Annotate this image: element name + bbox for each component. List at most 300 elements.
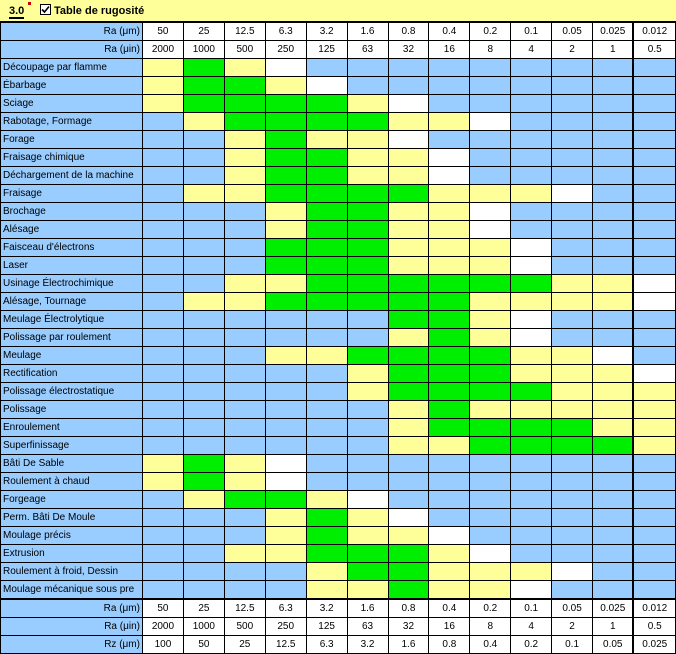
roughness-cell bbox=[265, 491, 306, 509]
roughness-cell bbox=[347, 545, 388, 563]
roughness-cell bbox=[347, 293, 388, 311]
roughness-cell bbox=[224, 383, 265, 401]
roughness-cell bbox=[265, 149, 306, 167]
roughness-cell bbox=[388, 491, 429, 509]
roughness-cell bbox=[552, 509, 593, 527]
value-cell: 32 bbox=[388, 618, 429, 636]
roughness-cell bbox=[552, 419, 593, 437]
value-cell: 0.2 bbox=[470, 23, 511, 41]
roughness-cell bbox=[429, 257, 470, 275]
roughness-cell bbox=[552, 473, 593, 491]
process-row bbox=[1, 239, 676, 257]
process-row bbox=[1, 383, 676, 401]
roughness-cell bbox=[142, 401, 183, 419]
value-cell: 6.3 bbox=[265, 23, 306, 41]
process-row bbox=[1, 59, 676, 77]
roughness-cell bbox=[429, 221, 470, 239]
process-row bbox=[1, 347, 676, 365]
process-label: Déchargement de la machine bbox=[1, 167, 143, 185]
roughness-cell bbox=[593, 383, 634, 401]
roughness-cell bbox=[593, 77, 634, 95]
roughness-cell bbox=[265, 131, 306, 149]
value-cell: 0.1 bbox=[511, 599, 552, 618]
roughness-cell bbox=[552, 581, 593, 600]
roughness-cell bbox=[224, 275, 265, 293]
roughness-cell bbox=[470, 491, 511, 509]
value-cell: 6.3 bbox=[306, 636, 347, 654]
roughness-cell bbox=[593, 329, 634, 347]
checkmark-icon bbox=[41, 5, 50, 14]
roughness-cell bbox=[142, 563, 183, 581]
roughness-cell bbox=[183, 95, 224, 113]
roughness-cell bbox=[265, 473, 306, 491]
roughness-cell bbox=[306, 473, 347, 491]
roughness-cell bbox=[142, 365, 183, 383]
process-label: Forgeage bbox=[1, 491, 143, 509]
roughness-cell bbox=[388, 257, 429, 275]
roughness-cell bbox=[224, 167, 265, 185]
roughness-cell bbox=[347, 509, 388, 527]
roughness-cell bbox=[183, 257, 224, 275]
value-cell: 0.8 bbox=[388, 599, 429, 618]
roughness-cell bbox=[633, 527, 675, 545]
roughness-cell bbox=[388, 401, 429, 419]
roughness-cell bbox=[511, 275, 552, 293]
roughness-cell bbox=[633, 581, 675, 600]
roughness-cell bbox=[429, 203, 470, 221]
roughness-cell bbox=[633, 455, 675, 473]
roughness-cell bbox=[388, 131, 429, 149]
value-cell: 3.2 bbox=[306, 23, 347, 41]
roughness-cell bbox=[265, 59, 306, 77]
roughness-cell bbox=[347, 59, 388, 77]
roughness-cell bbox=[429, 545, 470, 563]
value-cell: 2000 bbox=[142, 41, 183, 59]
process-label: Moulage précis bbox=[1, 527, 143, 545]
roughness-cell bbox=[265, 437, 306, 455]
roughness-cell bbox=[347, 95, 388, 113]
process-label: Polissage électrostatique bbox=[1, 383, 143, 401]
roughness-cell bbox=[388, 455, 429, 473]
section-number: 3.0 bbox=[9, 5, 25, 17]
roughness-cell bbox=[552, 185, 593, 203]
roughness-cell bbox=[142, 581, 183, 600]
process-row bbox=[1, 509, 676, 527]
value-cell: 0.4 bbox=[429, 23, 470, 41]
roughness-cell bbox=[183, 527, 224, 545]
roughness-cell bbox=[593, 527, 634, 545]
process-row bbox=[1, 185, 676, 203]
roughness-cell bbox=[388, 329, 429, 347]
roughness-cell bbox=[633, 275, 675, 293]
value-cell: 12.5 bbox=[265, 636, 306, 654]
roughness-cell bbox=[265, 401, 306, 419]
value-cell: 0.05 bbox=[552, 23, 593, 41]
roughness-cell bbox=[593, 149, 634, 167]
roughness-cell bbox=[224, 365, 265, 383]
roughness-cell bbox=[593, 203, 634, 221]
process-row bbox=[1, 455, 676, 473]
value-cell: 0.5 bbox=[633, 41, 675, 59]
value-cell: 16 bbox=[429, 618, 470, 636]
roughness-cell bbox=[429, 131, 470, 149]
value-cell: 1000 bbox=[183, 618, 224, 636]
value-cell: 1000 bbox=[183, 41, 224, 59]
value-cell: 12.5 bbox=[224, 23, 265, 41]
roughness-cell bbox=[511, 437, 552, 455]
roughness-cell bbox=[593, 563, 634, 581]
value-cell: 125 bbox=[306, 618, 347, 636]
roughness-cell bbox=[429, 167, 470, 185]
roughness-cell bbox=[470, 167, 511, 185]
roughness-cell bbox=[347, 257, 388, 275]
roughness-cell bbox=[388, 311, 429, 329]
roughness-cell bbox=[633, 401, 675, 419]
roughness-cell bbox=[224, 239, 265, 257]
roughness-cell bbox=[511, 509, 552, 527]
roughness-cell bbox=[552, 239, 593, 257]
process-label: Alésage bbox=[1, 221, 143, 239]
roughness-cell bbox=[470, 473, 511, 491]
process-row bbox=[1, 401, 676, 419]
roughness-cell bbox=[429, 77, 470, 95]
roughness-cell bbox=[183, 239, 224, 257]
roughness-cell bbox=[429, 563, 470, 581]
roughness-cell bbox=[470, 77, 511, 95]
roughness-cell bbox=[593, 131, 634, 149]
roughness-cell bbox=[470, 527, 511, 545]
roughness-cell bbox=[511, 419, 552, 437]
roughness-cell bbox=[429, 455, 470, 473]
roughness-cell bbox=[265, 527, 306, 545]
roughness-cell bbox=[552, 221, 593, 239]
roughness-cell bbox=[470, 329, 511, 347]
roughness-cell bbox=[183, 401, 224, 419]
roughness-cell bbox=[470, 509, 511, 527]
roughness-cell bbox=[470, 563, 511, 581]
process-label: Faisceau d'électrons bbox=[1, 239, 143, 257]
roughness-cell bbox=[593, 419, 634, 437]
roughness-cell bbox=[388, 563, 429, 581]
value-cell: 25 bbox=[183, 599, 224, 618]
roughness-cell bbox=[306, 59, 347, 77]
roughness-cell bbox=[552, 527, 593, 545]
roughness-cell bbox=[265, 329, 306, 347]
roughness-cell bbox=[429, 275, 470, 293]
roughness-cell bbox=[552, 437, 593, 455]
process-row bbox=[1, 95, 676, 113]
roughness-cell bbox=[388, 473, 429, 491]
value-cell: 25 bbox=[224, 636, 265, 654]
roughness-cell bbox=[388, 221, 429, 239]
roughness-cell bbox=[388, 185, 429, 203]
roughness-cell bbox=[511, 239, 552, 257]
roughness-cell bbox=[265, 581, 306, 600]
roughness-cell bbox=[142, 419, 183, 437]
roughness-cell bbox=[306, 509, 347, 527]
roughness-cell bbox=[633, 473, 675, 491]
top_rows-row bbox=[1, 23, 676, 41]
roughness-cell bbox=[633, 77, 675, 95]
roughness-cell bbox=[511, 401, 552, 419]
process-row bbox=[1, 581, 676, 600]
roughness-cell bbox=[224, 401, 265, 419]
value-cell: 1.6 bbox=[347, 23, 388, 41]
roughness-cell bbox=[347, 113, 388, 131]
process-label: Découpage par flamme bbox=[1, 59, 143, 77]
roughness-cell bbox=[470, 275, 511, 293]
roughness-cell bbox=[633, 185, 675, 203]
value-cell: 50 bbox=[183, 636, 224, 654]
roughness-cell bbox=[306, 383, 347, 401]
value-cell: 0.1 bbox=[511, 23, 552, 41]
roughness-cell bbox=[388, 275, 429, 293]
roughness-cell bbox=[388, 239, 429, 257]
roughness-cell bbox=[388, 419, 429, 437]
comment-indicator-icon bbox=[28, 2, 31, 5]
roughness-cell bbox=[633, 437, 675, 455]
roughness-cell bbox=[429, 527, 470, 545]
roughness-cell bbox=[347, 527, 388, 545]
value-cell: 3.2 bbox=[347, 636, 388, 654]
roughness-cell bbox=[142, 545, 183, 563]
roughness-cell bbox=[183, 167, 224, 185]
roughness-cell bbox=[593, 113, 634, 131]
roughness-cell bbox=[388, 545, 429, 563]
roughness-cell bbox=[142, 149, 183, 167]
roughness-cell bbox=[552, 77, 593, 95]
roughness-cell bbox=[347, 473, 388, 491]
roughness-cell bbox=[552, 455, 593, 473]
roughness-cell bbox=[511, 581, 552, 600]
roughness-cell bbox=[470, 113, 511, 131]
roughness-cell bbox=[429, 401, 470, 419]
value-cell: 2000 bbox=[142, 618, 183, 636]
roughness-cell bbox=[552, 383, 593, 401]
row-label: Rz (μm) bbox=[1, 636, 143, 654]
roughness-cell bbox=[183, 203, 224, 221]
roughness-cell bbox=[142, 257, 183, 275]
roughness-cell bbox=[511, 455, 552, 473]
roughness-cell bbox=[511, 545, 552, 563]
roughness-cell bbox=[183, 149, 224, 167]
process-label: Ébarbage bbox=[1, 77, 143, 95]
roughness-cell bbox=[306, 149, 347, 167]
roughness-cell bbox=[511, 203, 552, 221]
roughness-cell bbox=[470, 383, 511, 401]
value-cell: 8 bbox=[470, 41, 511, 59]
roughness-cell bbox=[142, 293, 183, 311]
roughness-cell bbox=[552, 275, 593, 293]
value-cell: 125 bbox=[306, 41, 347, 59]
roughness-cell bbox=[470, 581, 511, 600]
roughness-cell bbox=[552, 113, 593, 131]
value-cell: 0.012 bbox=[633, 599, 675, 618]
process-row bbox=[1, 257, 676, 275]
roughness-cell bbox=[470, 239, 511, 257]
section-header bbox=[0, 0, 676, 22]
section-checkbox[interactable] bbox=[40, 4, 51, 15]
roughness-cell bbox=[306, 347, 347, 365]
roughness-cell bbox=[265, 275, 306, 293]
process-label: Rectification bbox=[1, 365, 143, 383]
roughness-cell bbox=[552, 293, 593, 311]
process-label: Moulage mécanique sous pre bbox=[1, 581, 143, 600]
roughness-cell bbox=[265, 221, 306, 239]
roughness-cell bbox=[470, 203, 511, 221]
process-row bbox=[1, 329, 676, 347]
roughness-cell bbox=[429, 347, 470, 365]
process-row bbox=[1, 149, 676, 167]
value-cell: 6.3 bbox=[265, 599, 306, 618]
roughness-cell bbox=[306, 455, 347, 473]
roughness-cell bbox=[347, 167, 388, 185]
value-cell: 3.2 bbox=[306, 599, 347, 618]
roughness-cell bbox=[142, 509, 183, 527]
roughness-cell bbox=[633, 131, 675, 149]
row-label: Ra (μin) bbox=[1, 41, 143, 59]
roughness-cell bbox=[142, 347, 183, 365]
value-cell: 250 bbox=[265, 618, 306, 636]
roughness-cell bbox=[306, 491, 347, 509]
roughness-cell bbox=[306, 581, 347, 600]
roughness-cell bbox=[142, 311, 183, 329]
process-row bbox=[1, 419, 676, 437]
process-label: Alésage, Tournage bbox=[1, 293, 143, 311]
roughness-cell bbox=[306, 311, 347, 329]
roughness-cell bbox=[347, 203, 388, 221]
process-row bbox=[1, 167, 676, 185]
roughness-cell bbox=[306, 113, 347, 131]
roughness-cell bbox=[470, 401, 511, 419]
value-cell: 16 bbox=[429, 41, 470, 59]
roughness-cell bbox=[388, 167, 429, 185]
process-row bbox=[1, 473, 676, 491]
roughness-cell bbox=[552, 149, 593, 167]
value-cell: 0.025 bbox=[593, 599, 634, 618]
roughness-cell bbox=[593, 437, 634, 455]
process-label: Roulement à chaud bbox=[1, 473, 143, 491]
roughness-cell bbox=[142, 95, 183, 113]
roughness-cell bbox=[347, 311, 388, 329]
roughness-cell bbox=[265, 167, 306, 185]
process-row bbox=[1, 527, 676, 545]
roughness-cell bbox=[142, 167, 183, 185]
roughness-cell bbox=[633, 383, 675, 401]
roughness-cell bbox=[306, 563, 347, 581]
process-row bbox=[1, 221, 676, 239]
value-cell: 0.2 bbox=[511, 636, 552, 654]
roughness-cell bbox=[183, 365, 224, 383]
value-cell: 63 bbox=[347, 618, 388, 636]
roughness-cell bbox=[265, 113, 306, 131]
roughness-cell bbox=[388, 581, 429, 600]
value-cell: 0.1 bbox=[552, 636, 593, 654]
roughness-cell bbox=[224, 59, 265, 77]
roughness-cell bbox=[552, 95, 593, 113]
roughness-cell bbox=[265, 383, 306, 401]
roughness-cell bbox=[183, 221, 224, 239]
roughness-cell bbox=[306, 437, 347, 455]
roughness-cell bbox=[265, 509, 306, 527]
roughness-cell bbox=[470, 59, 511, 77]
bottom_rows-row bbox=[1, 618, 676, 636]
roughness-cell bbox=[306, 131, 347, 149]
roughness-cell bbox=[347, 221, 388, 239]
roughness-cell bbox=[388, 365, 429, 383]
process-row bbox=[1, 491, 676, 509]
process-label: Polissage par roulement bbox=[1, 329, 143, 347]
roughness-cell bbox=[347, 401, 388, 419]
roughness-cell bbox=[593, 365, 634, 383]
roughness-cell bbox=[429, 59, 470, 77]
roughness-cell bbox=[633, 59, 675, 77]
roughness-cell bbox=[224, 581, 265, 600]
roughness-cell bbox=[429, 293, 470, 311]
roughness-cell bbox=[265, 95, 306, 113]
process-label: Perm. Bâti De Moule bbox=[1, 509, 143, 527]
roughness-cell bbox=[470, 347, 511, 365]
roughness-cell bbox=[429, 365, 470, 383]
roughness-cell bbox=[470, 221, 511, 239]
roughness-cell bbox=[224, 437, 265, 455]
roughness-cell bbox=[224, 257, 265, 275]
roughness-cell bbox=[552, 545, 593, 563]
roughness-cell bbox=[224, 95, 265, 113]
roughness-cell bbox=[142, 473, 183, 491]
roughness-cell bbox=[183, 437, 224, 455]
roughness-cell bbox=[633, 491, 675, 509]
roughness-cell bbox=[552, 563, 593, 581]
roughness-cell bbox=[511, 113, 552, 131]
process-row bbox=[1, 563, 676, 581]
roughness-cell bbox=[429, 113, 470, 131]
roughness-cell bbox=[470, 95, 511, 113]
roughness-cell bbox=[183, 113, 224, 131]
roughness-cell bbox=[633, 293, 675, 311]
roughness-cell bbox=[633, 419, 675, 437]
roughness-cell bbox=[224, 329, 265, 347]
roughness-cell bbox=[511, 185, 552, 203]
process-label: Sciage bbox=[1, 95, 143, 113]
roughness-cell bbox=[347, 239, 388, 257]
value-cell: 50 bbox=[142, 599, 183, 618]
roughness-cell bbox=[347, 437, 388, 455]
process-label: Extrusion bbox=[1, 545, 143, 563]
process-row bbox=[1, 545, 676, 563]
roughness-cell bbox=[347, 581, 388, 600]
roughness-cell bbox=[470, 545, 511, 563]
row-label: Ra (μm) bbox=[1, 23, 143, 41]
process-row bbox=[1, 293, 676, 311]
roughness-cell bbox=[142, 239, 183, 257]
process-label: Enroulement bbox=[1, 419, 143, 437]
bottom_rows-row bbox=[1, 599, 676, 618]
roughness-cell bbox=[511, 383, 552, 401]
roughness-cell bbox=[347, 131, 388, 149]
roughness-cell bbox=[633, 113, 675, 131]
roughness-cell bbox=[429, 329, 470, 347]
roughness-cell bbox=[306, 77, 347, 95]
roughness-cell bbox=[552, 59, 593, 77]
roughness-cell bbox=[265, 239, 306, 257]
roughness-cell bbox=[265, 203, 306, 221]
roughness-cell bbox=[633, 545, 675, 563]
roughness-cell bbox=[429, 581, 470, 600]
roughness-cell bbox=[347, 329, 388, 347]
roughness-cell bbox=[306, 527, 347, 545]
roughness-cell bbox=[347, 347, 388, 365]
